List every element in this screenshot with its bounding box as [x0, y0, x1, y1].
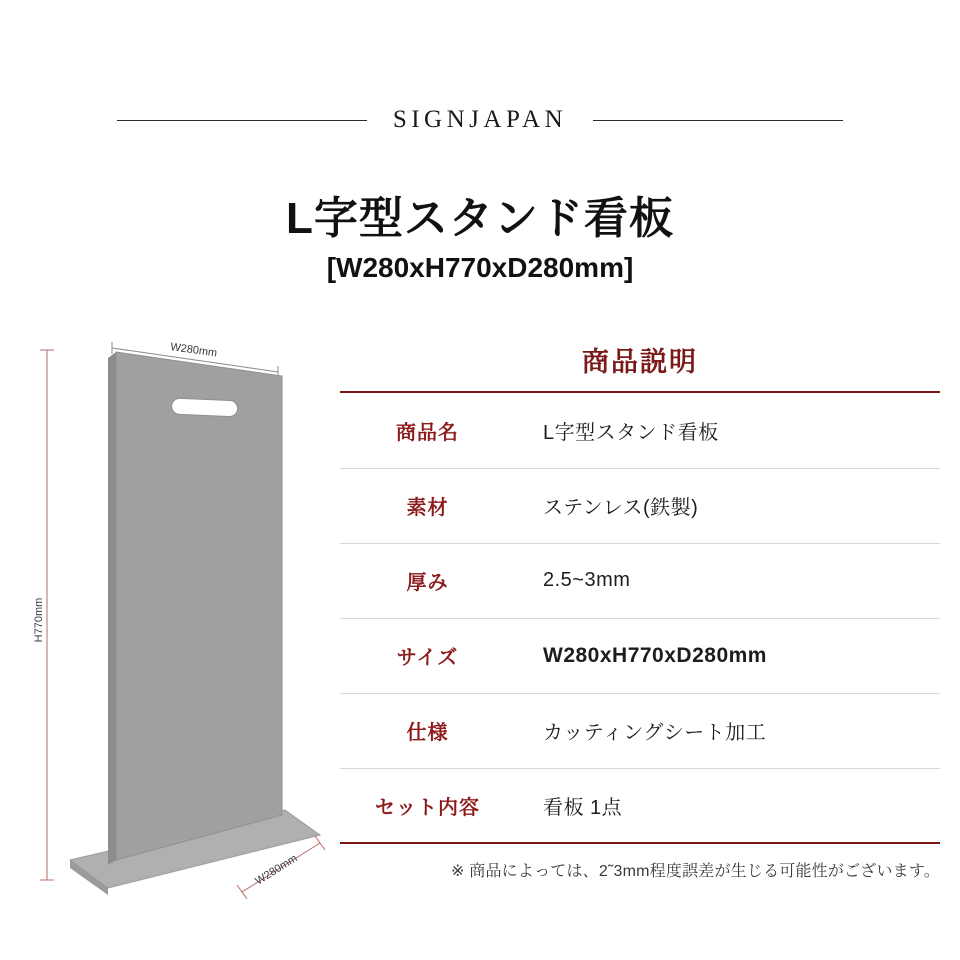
sign-panel-edge: [108, 352, 116, 865]
brand-rule-left: [117, 120, 367, 121]
dimension-label-top: W280mm: [169, 341, 218, 360]
spec-value: W280xH770xD280mm: [515, 618, 940, 693]
table-row: [340, 393, 940, 468]
spec-label: 商品名: [340, 393, 515, 468]
table-row: [340, 543, 940, 618]
spec-heading: 商品説明: [582, 347, 698, 377]
product-illustration: [20, 320, 360, 930]
page-title: L字型スタンド看板: [286, 194, 674, 243]
spec-label: サイズ: [340, 618, 515, 693]
spec-value: ステンレス(鉄製): [515, 468, 940, 543]
spec-table: [340, 393, 940, 844]
spec-label: 素材: [340, 468, 515, 543]
dimension-label-left: H770mm: [33, 597, 45, 643]
spec-panel: [340, 340, 940, 881]
spec-value: 2.5~3mm: [515, 543, 940, 618]
spec-value: L字型スタンド看板: [515, 393, 940, 468]
table-row: [340, 768, 940, 843]
spec-label: 厚み: [340, 543, 515, 618]
dimension-label-bottom: W280mm: [253, 852, 300, 888]
spec-note: ※ 商品によっては、2˜3mm程度誤差が生じる可能性がございます。: [451, 863, 940, 880]
brand-header: [0, 96, 960, 144]
spec-value: 看板 1点: [515, 768, 940, 843]
sign-panel: [116, 352, 282, 860]
spec-value: カッティングシート加工: [515, 693, 940, 768]
brand-rule-right: [593, 120, 843, 121]
handle-slot: [171, 398, 238, 417]
brand-title: SIGNJAPAN: [392, 106, 568, 133]
table-row: [340, 618, 940, 693]
table-row: [340, 693, 940, 768]
table-row: [340, 468, 940, 543]
page-subtitle: [W280xH770xD280mm]: [326, 252, 634, 283]
spec-label: 仕様: [340, 693, 515, 768]
spec-label: セット内容: [340, 768, 515, 843]
